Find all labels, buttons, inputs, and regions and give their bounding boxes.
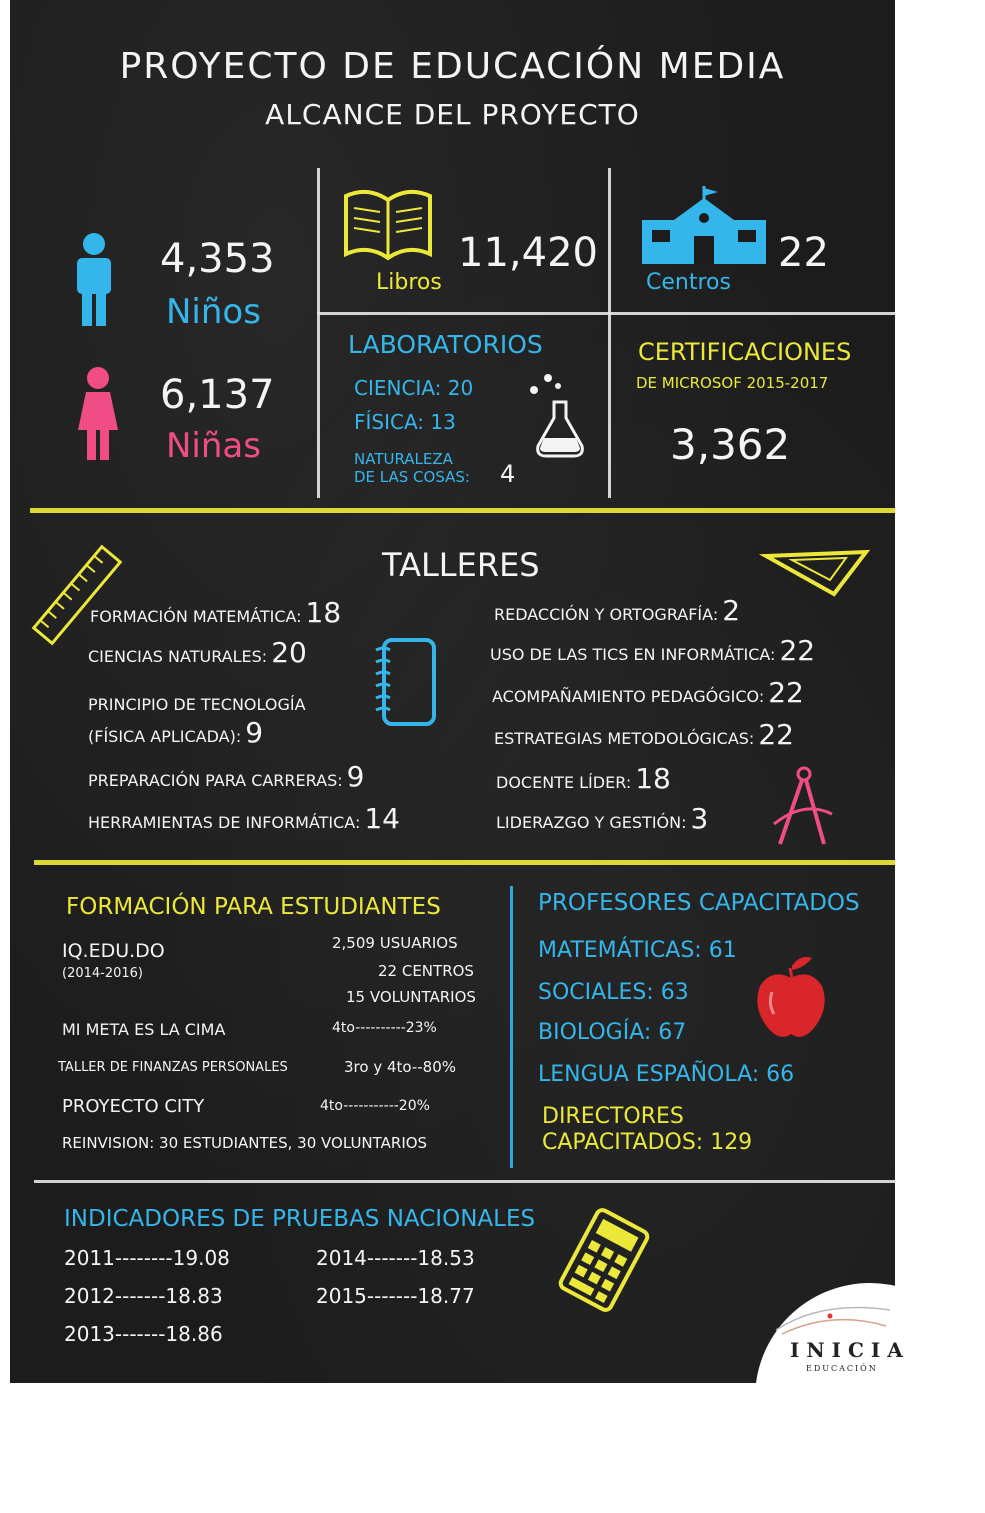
taller-left-4 [88,760,364,793]
logo-swoosh-icon [772,1296,892,1336]
finanzas-label: TALLER DE FINANZAS PERSONALES [58,1060,288,1075]
ruler-icon [32,540,122,650]
separator-2 [34,860,895,865]
compass-icon [766,764,836,850]
taller-left-5 [88,802,400,835]
taller-label: (FÍSICA APLICADA): [88,727,242,746]
taller-value: 18 [305,596,342,629]
apple-icon [752,952,830,1042]
taller-value: 20 [271,636,307,669]
taller-label: LIDERAZGO Y GESTIÓN: [496,813,687,832]
taller-value: 14 [364,802,400,835]
profesor-item-0: MATEMÁTICAS: 61 [538,938,737,963]
book-icon [338,182,438,268]
lab-naturaleza-value: 4 [500,460,516,488]
taller-left-1 [88,636,307,669]
cert-value: 3,362 [670,420,791,469]
indicador-left-0: 2011--------19.08 [64,1246,230,1270]
lab-ciencia: CIENCIA: 20 [354,376,474,400]
taller-label: FORMACIÓN MATEMÁTICA: [90,607,302,626]
iq-voluntarios: 15 VOLUNTARIOS [346,988,476,1006]
taller-label: ESTRATEGIAS METODOLÓGICAS: [494,729,755,748]
profesor-item-3: LENGUA ESPAÑOLA: 66 [538,1062,795,1087]
taller-value: 2 [722,594,741,627]
cert-heading: CERTIFICACIONES [638,338,852,366]
meta-label: MI META ES LA CIMA [62,1020,226,1039]
taller-value: 22 [768,676,804,709]
taller-right-4 [496,762,671,795]
directores-line1: DIRECTORES [542,1104,684,1129]
divider-vertical-1 [317,168,320,498]
profesores-heading: PROFESORES CAPACITADOS [538,890,860,916]
set-square-icon [762,548,872,598]
logo-name: INICIA [790,1338,910,1362]
taller-value: 9 [245,716,264,749]
taller-left-0 [90,596,341,629]
taller-value: 22 [779,634,816,667]
girl-icon [76,366,120,462]
laboratorios-heading: LABORATORIOS [348,330,543,359]
profesor-item-2: BIOLOGÍA: 67 [538,1020,687,1045]
taller-right-0 [494,594,740,627]
indicador-left-1: 2012-------18.83 [64,1284,223,1308]
reinvision: REINVISION: 30 ESTUDIANTES, 30 VOLUNTARIOS [62,1134,428,1152]
taller-label: CIENCIAS NATURALES: [88,647,268,666]
taller-right-2 [492,676,804,709]
lab-naturaleza-line1: NATURALEZA [354,450,453,468]
iq-years: (2014-2016) [62,966,144,981]
school-icon [640,186,768,266]
cert-sub: DE MICROSOF 2015-2017 [636,374,829,392]
libros-value: 11,420 [458,230,598,276]
notebook-icon [370,636,440,728]
taller-label: PRINCIPIO DE TECNOLOGÍA [88,695,306,714]
taller-value: 9 [346,760,365,793]
page-title: PROYECTO DE EDUCACIÓN MEDIA [119,46,786,87]
lab-fisica: FÍSICA: 13 [354,410,456,434]
taller-right-5 [496,802,708,835]
indicador-left-2: 2013-------18.86 [64,1322,223,1346]
divider-formacion [510,886,513,1168]
taller-left-2 [88,684,310,717]
calculator-icon [552,1208,656,1312]
divider-vertical-2 [608,168,611,498]
talleres-heading: TALLERES [382,546,540,584]
taller-label: REDACCIÓN Y ORTOGRAFÍA: [494,605,719,624]
formacion-heading: FORMACIÓN PARA ESTUDIANTES [66,894,441,920]
indicador-right-1: 2015-------18.77 [316,1284,475,1308]
finanzas-value: 3ro y 4to--80% [344,1058,457,1076]
taller-label: DOCENTE LÍDER: [496,773,632,792]
centros-value: 22 [778,230,829,276]
taller-label: PREPARACIÓN PARA CARRERAS: [88,771,343,790]
profesor-item-1: SOCIALES: 63 [538,980,689,1005]
taller-value: 22 [758,718,794,751]
separator-1 [30,508,895,513]
taller-label: USO DE LAS TICS EN INFORMÁTICA: [490,645,776,664]
city-value: 4to-----------20% [320,1098,430,1114]
taller-label: ACOMPAÑAMIENTO PEDAGÓGICO: [492,687,765,706]
boy-icon [72,232,116,328]
directores-line2: CAPACITADOS: 129 [542,1130,753,1155]
ninas-label: Niñas [166,426,261,466]
ninas-value: 6,137 [160,372,275,418]
logo-sub: EDUCACIÓN [806,1364,878,1373]
ninos-label: Niños [166,292,261,332]
divider-horizontal-1 [317,312,895,315]
flask-icon [520,372,590,462]
indicadores-heading: INDICADORES DE PRUEBAS NACIONALES [64,1206,536,1232]
libros-label: Libros [376,270,442,295]
lab-naturaleza-line2: DE LAS COSAS: [354,468,470,486]
chalkboard [10,0,910,1383]
iq-usuarios: 2,509 USUARIOS [332,934,458,952]
taller-left-3 [88,716,263,749]
page-subtitle: ALCANCE DEL PROYECTO [265,98,640,131]
iq-centros: 22 CENTROS [378,962,474,980]
taller-right-3 [494,718,794,751]
taller-value: 18 [635,762,671,795]
iq-name: IQ.EDU.DO [62,940,165,962]
separator-3 [34,1180,895,1183]
taller-value: 3 [690,802,709,835]
taller-right-1 [490,634,815,667]
taller-label: HERRAMIENTAS DE INFORMÁTICA: [88,813,361,832]
meta-value: 4to----------23% [332,1020,437,1036]
city-label: PROYECTO CITY [62,1096,205,1117]
indicador-right-0: 2014-------18.53 [316,1246,475,1270]
centros-label: Centros [646,270,731,295]
ninos-value: 4,353 [160,236,275,282]
